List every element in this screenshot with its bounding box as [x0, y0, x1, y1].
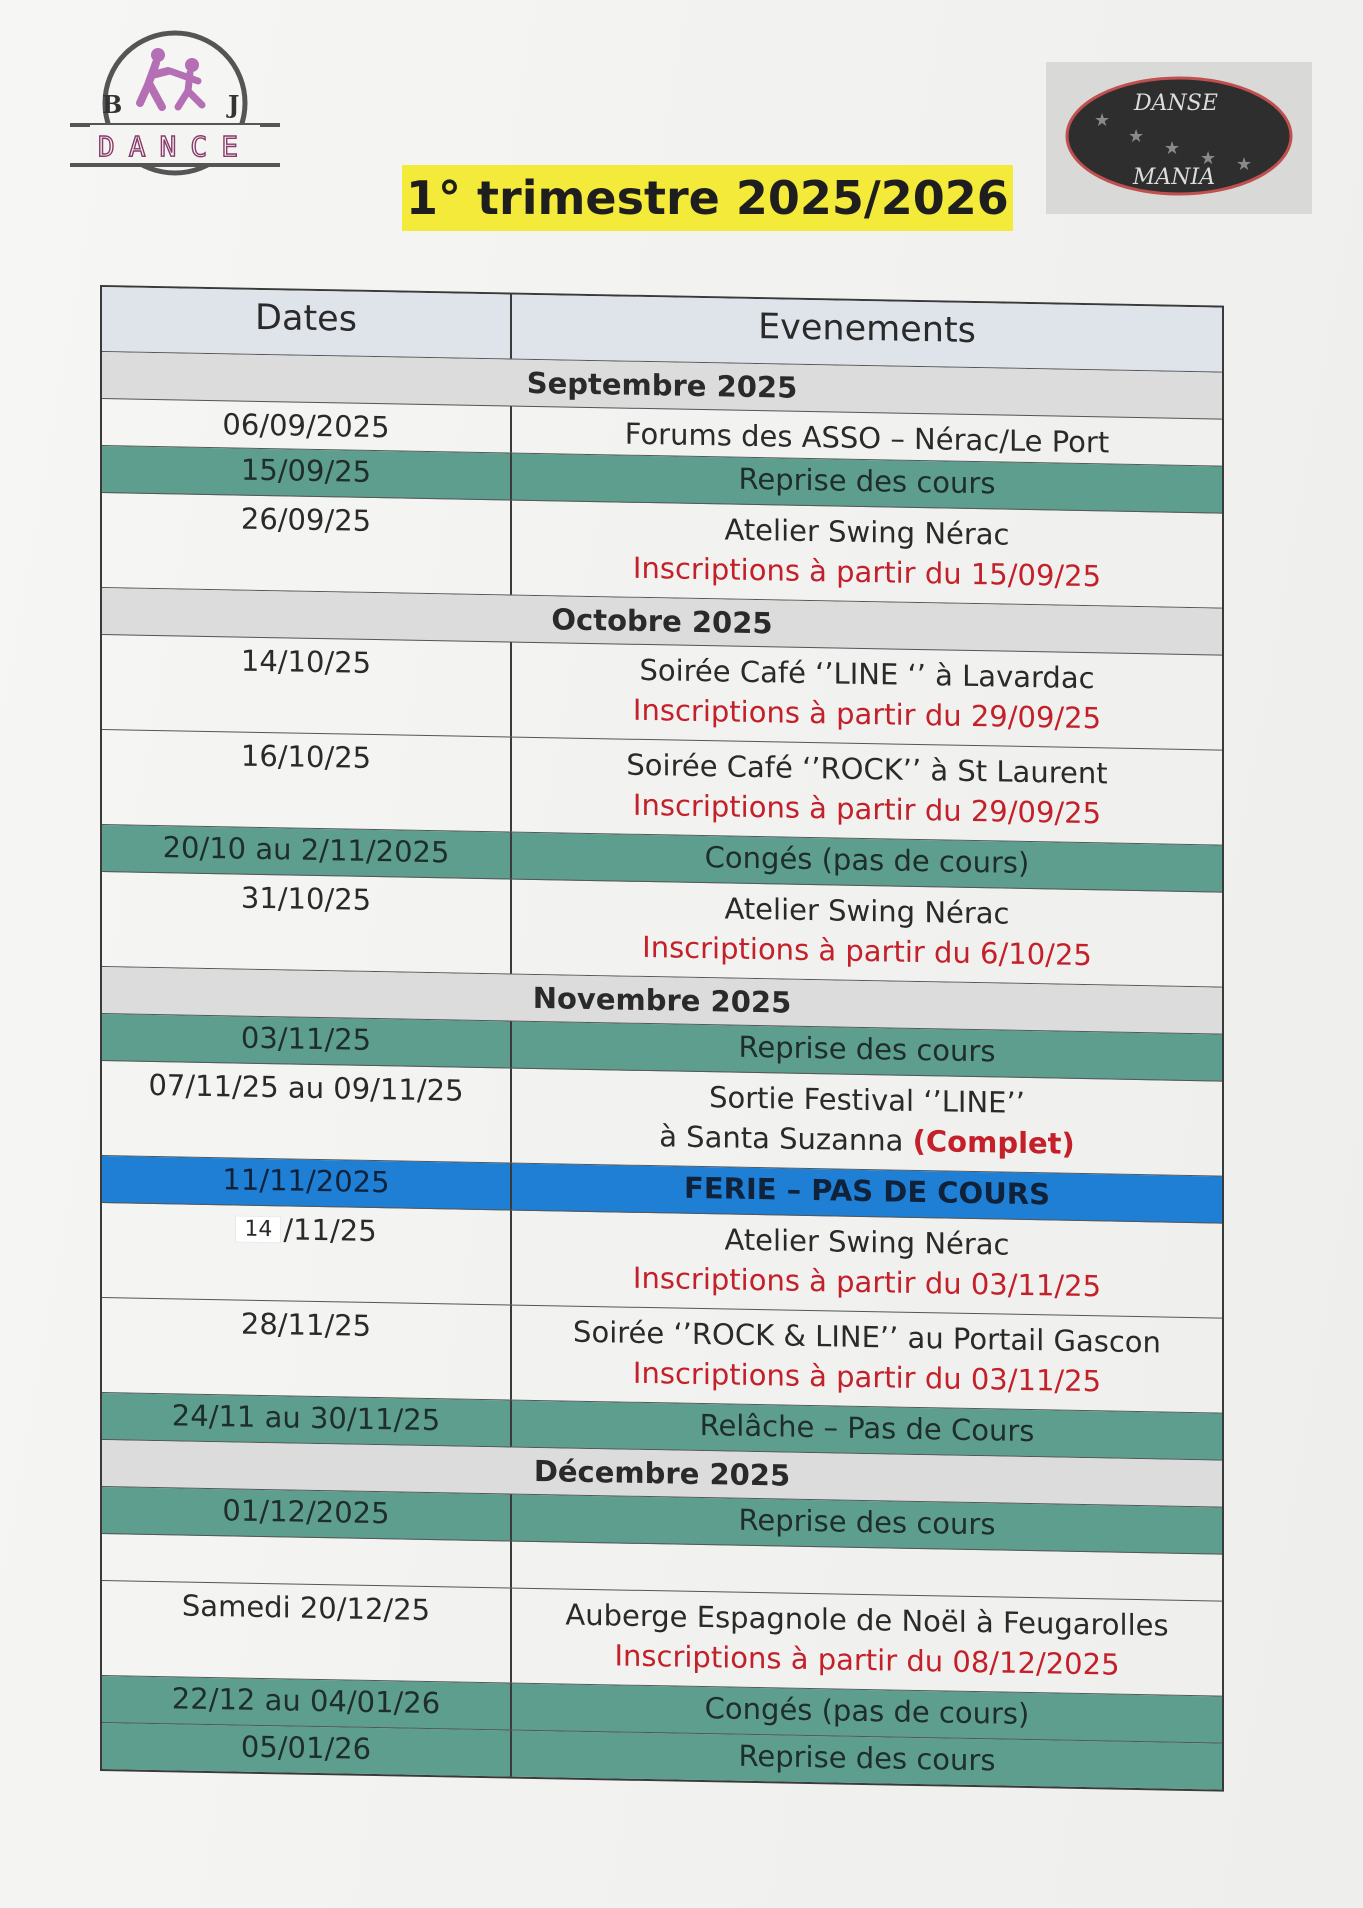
event-cell [512, 1069, 1222, 1176]
date-suffix: /11/25 [283, 1212, 377, 1249]
date-cell: 03/11/25 [102, 1014, 512, 1068]
date-cell: 01/12/2025 [102, 1487, 512, 1541]
page-title: 1° trimestre 2025/2026 [402, 165, 1013, 231]
date-cell: 06/09/2025 [102, 399, 512, 453]
svg-text:★: ★ [1094, 110, 1111, 131]
bj-dance-logo [70, 25, 280, 185]
svg-text:★: ★ [1164, 138, 1181, 159]
date-cell: Samedi 20/12/25 [102, 1581, 512, 1683]
registration-note: Inscriptions à partir du 15/09/25 [632, 550, 1102, 594]
event-location: à Santa Suzanna [659, 1119, 904, 1158]
date-cell: 22/12 au 04/01/26 [102, 1676, 512, 1730]
event-cell: Forums des ASSO – Nérac/Le Port [624, 416, 1110, 460]
month-row-september: Septembre 2025 [102, 352, 1222, 420]
event-cell: Reprise des cours [738, 1738, 996, 1778]
header-events: Evenements [758, 307, 976, 352]
complete-badge: (Complet) [912, 1123, 1075, 1161]
date-cell: 15/09/25 [102, 446, 512, 500]
month-row-december: Décembre 2025 [102, 1440, 1222, 1508]
logo-mania-text: MANIA [1132, 165, 1216, 190]
event-cell: Congés (pas de cours) [704, 1691, 1030, 1732]
event-cell: Relâche – Pas de Cours [699, 1407, 1035, 1449]
event-cell [512, 880, 1222, 987]
svg-text:★: ★ [1128, 126, 1145, 147]
event-title: Sortie Festival ‘’LINE’’ [709, 1080, 1025, 1120]
date-cell: 05/01/26 [102, 1723, 512, 1777]
date-cell: 31/10/25 [102, 872, 512, 974]
registration-note: Inscriptions à partir du 03/11/25 [632, 1260, 1102, 1304]
danse-mania-logo [1046, 62, 1312, 214]
date-cell: 16/10/25 [102, 730, 512, 832]
date-cell: 28/11/25 [102, 1298, 512, 1400]
date-cell: 26/09/25 [102, 493, 512, 595]
logo-letter-b: B [102, 90, 123, 119]
event-cell: Congés (pas de cours) [704, 840, 1030, 881]
registration-note: Inscriptions à partir du 29/09/25 [632, 692, 1102, 736]
registration-note: Inscriptions à partir du 29/09/25 [632, 787, 1102, 831]
event-title: Atelier Swing Nérac [724, 891, 1010, 931]
svg-text:★: ★ [1236, 154, 1253, 175]
event-title: Soirée ‘’ROCK & LINE’’ au Portail Gascon [573, 1314, 1161, 1360]
event-title: Atelier Swing Nérac [724, 512, 1010, 552]
logo-word-dance: DANCE [97, 130, 253, 163]
event-cell [512, 501, 1222, 608]
month-row-october: Octobre 2025 [102, 588, 1222, 656]
event-title: Soirée Café ‘’ROCK’’ à St Laurent [626, 747, 1108, 791]
event-cell [512, 1211, 1222, 1318]
bj-dance-logo-graphic [70, 25, 280, 185]
date-cell: 20/10 au 2/11/2025 [102, 825, 512, 879]
svg-text:★: ★ [1200, 148, 1217, 169]
logo-danse-text: DANSE [1134, 91, 1218, 116]
event-cell [512, 1306, 1222, 1413]
event-cell: Reprise des cours [738, 461, 996, 501]
event-cell: FERIE – PAS DE COURS [684, 1170, 1050, 1212]
logo-letter-j: J [228, 90, 240, 119]
danse-mania-logo-graphic [1046, 62, 1312, 214]
event-cell [512, 738, 1222, 845]
event-title: Atelier Swing Nérac [724, 1222, 1010, 1262]
date-cell: 11/11/2025 [102, 1156, 512, 1210]
date-cell: 24/11 au 30/11/25 [102, 1393, 512, 1447]
event-subtitle [512, 1117, 1222, 1164]
event-title: Soirée Café ‘’LINE ‘’ à Lavardac [639, 652, 1095, 696]
date-cell [102, 1203, 512, 1305]
registration-note: Inscriptions à partir du 6/10/25 [642, 929, 1092, 973]
event-cell [512, 643, 1222, 750]
date-cell [102, 1534, 512, 1588]
event-cell: Reprise des cours [738, 1502, 996, 1542]
event-cell [512, 1589, 1222, 1696]
event-title: Auberge Espagnole de Noël à Feugarolles [565, 1597, 1169, 1643]
registration-note: Inscriptions à partir du 08/12/2025 [614, 1638, 1120, 1682]
date-cell: 07/11/25 au 09/11/25 [102, 1061, 512, 1163]
month-row-november: Novembre 2025 [102, 967, 1222, 1035]
handwritten-day-patch: 14 [235, 1215, 281, 1243]
registration-note: Inscriptions à partir du 03/11/25 [632, 1355, 1102, 1399]
header-dates: Dates [102, 287, 512, 359]
event-cell: Reprise des cours [738, 1029, 996, 1069]
date-cell: 14/10/25 [102, 635, 512, 737]
schedule-table [100, 285, 1224, 1792]
